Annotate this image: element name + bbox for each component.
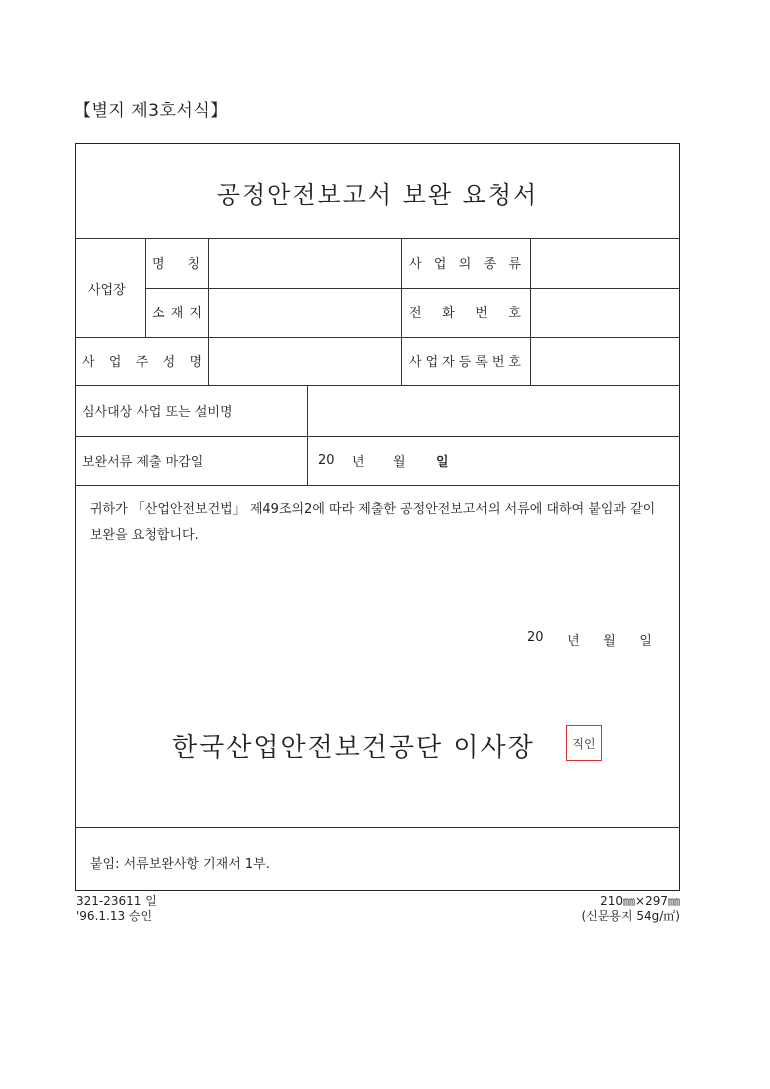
deadline-day-unit: 일 [436, 454, 449, 470]
grid-line [75, 436, 680, 437]
grid-line [401, 238, 402, 385]
grid-line [75, 485, 680, 486]
date-year: 20 [527, 630, 544, 645]
deadline-year-unit: 년 [352, 454, 365, 470]
grid-line [530, 238, 531, 385]
issuer-name: 한국산업안전보건공단 이사장 [172, 733, 535, 763]
grid-line [75, 827, 680, 828]
attachment-note: 붙임: 서류보완사항 기재서 1부. [90, 857, 270, 872]
location-label: 소 재 지 [152, 305, 202, 321]
workplace-label: 사업장 [88, 282, 126, 298]
form-label: 【별지 제3호서식】 [74, 101, 228, 121]
business-type-label: 사 업 의 종 류 [409, 256, 521, 272]
deadline-label: 보완서류 제출 마감일 [82, 454, 204, 470]
phone-label: 전 화 번 호 [409, 305, 521, 321]
grid-line [75, 337, 680, 338]
date-day-unit: 일 [639, 634, 652, 649]
registration-number-label: 사 업 자 등 록 번 호 [409, 354, 521, 370]
request-date [527, 630, 652, 649]
approval-date: '96.1.13 승인 [76, 909, 153, 923]
grid-line [75, 385, 680, 386]
grid-line [307, 385, 308, 485]
form-code: 321-23611 일 [76, 894, 157, 908]
date-month-unit: 월 [603, 634, 616, 649]
footer-right [560, 894, 680, 924]
grid-line [145, 238, 146, 337]
name-label: 명 칭 [152, 256, 200, 272]
official-seal: 직인 [566, 725, 602, 761]
grid-line [75, 238, 680, 239]
owner-name-label: 사 업 주 성 명 [82, 354, 202, 370]
document-title: 공정안전보고서 보완 요청서 [216, 181, 539, 209]
request-body-text: 귀하가 「산업안전보건법」 제49조의2에 따라 제출한 공정안전보고서의 서류에 대하여 붙임과 같이 보완을 요청합니다. [90, 502, 656, 543]
grid-line [208, 238, 209, 385]
date-year-unit: 년 [567, 634, 580, 649]
paper-size: 210㎜×297㎜ [600, 894, 680, 908]
deadline-year: 20 [318, 452, 335, 468]
deadline-month-unit: 월 [393, 454, 406, 470]
review-target-label: 심사대상 사업 또는 설비명 [82, 404, 233, 420]
paper-type: (신문용지 54g/㎡) [581, 909, 680, 923]
grid-line [145, 288, 680, 289]
footer-left [76, 894, 157, 924]
